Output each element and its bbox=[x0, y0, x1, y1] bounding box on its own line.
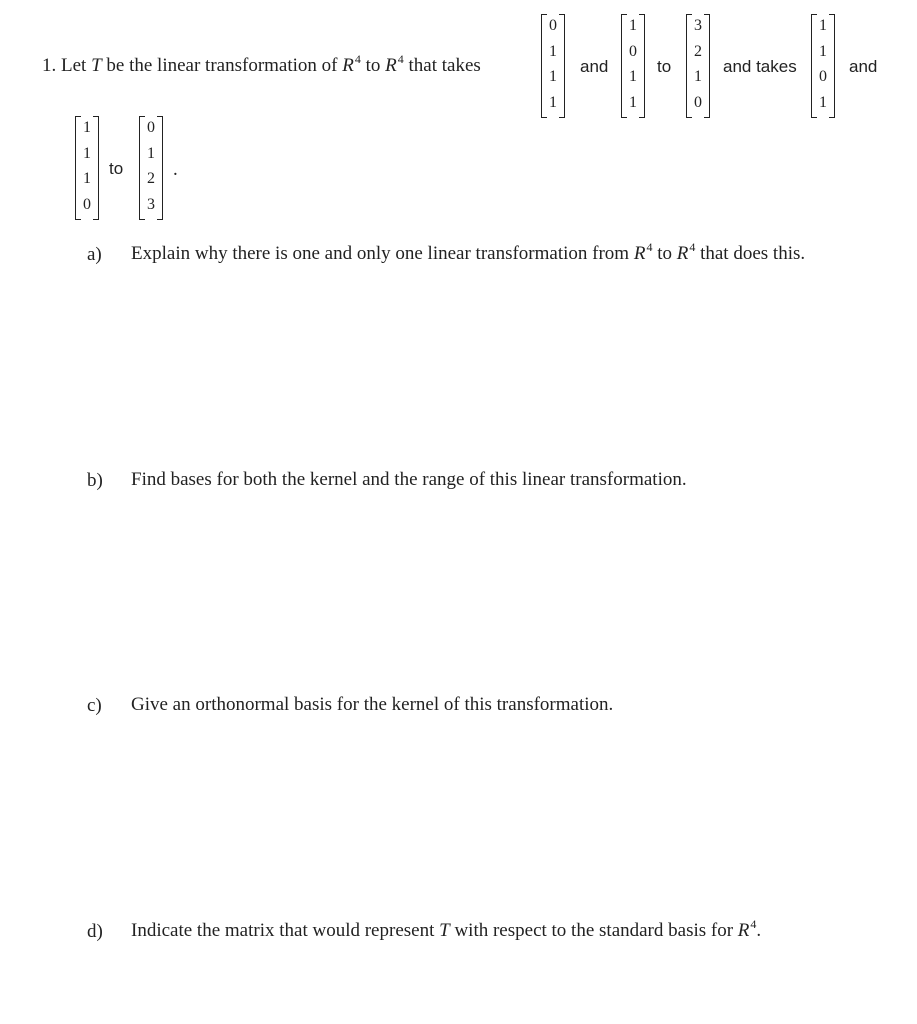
vector-entry: 3 bbox=[694, 17, 702, 34]
transformation-symbol: T bbox=[91, 55, 102, 76]
part-a-text: that does this. bbox=[700, 243, 806, 264]
vector-entry: 1 bbox=[549, 68, 557, 85]
part-d-period: . bbox=[756, 920, 762, 941]
codomain-space-exponent: 4 bbox=[397, 52, 404, 66]
space-exponent: 4 bbox=[750, 917, 757, 931]
intro-be-the: be the linear transformation of bbox=[106, 55, 338, 76]
domain-space-symbol: R bbox=[633, 243, 646, 264]
codomain-space-exponent: 4 bbox=[689, 240, 696, 254]
vector-entry: 0 bbox=[694, 94, 702, 111]
problem-statement-line-1 bbox=[42, 52, 481, 77]
vector-entry: 2 bbox=[147, 170, 155, 187]
codomain-space-symbol: R bbox=[676, 243, 689, 264]
vector-entry: 3 bbox=[147, 196, 155, 213]
vector-entry: 0 bbox=[819, 68, 827, 85]
vector-entry: 1 bbox=[629, 17, 637, 34]
vector-entry: 2 bbox=[694, 43, 702, 60]
domain-space-symbol: R bbox=[342, 55, 354, 76]
vector-w1 bbox=[686, 14, 710, 118]
part-d-question bbox=[131, 917, 762, 942]
part-d-label: d) bbox=[87, 921, 103, 942]
vector-entry: 1 bbox=[549, 94, 557, 111]
part-c-label: c) bbox=[87, 695, 102, 716]
intro-to: to bbox=[365, 55, 381, 76]
codomain-space-symbol: R bbox=[385, 55, 397, 76]
vector-entry: 1 bbox=[819, 94, 827, 111]
vector-v4 bbox=[75, 116, 99, 220]
vector-entry: 1 bbox=[629, 94, 637, 111]
domain-space-exponent: 4 bbox=[646, 240, 653, 254]
domain-space-exponent: 4 bbox=[354, 52, 361, 66]
part-b-question: Find bases for both the kernel and the range of this linear transformation. bbox=[131, 469, 687, 490]
part-a-label: a) bbox=[87, 244, 102, 265]
intro-that-takes: that takes bbox=[408, 55, 481, 76]
part-a-to: to bbox=[657, 243, 672, 264]
connector-and: and bbox=[580, 57, 609, 76]
vector-entry: 0 bbox=[147, 119, 155, 136]
transformation-symbol: T bbox=[439, 920, 450, 941]
part-d-text: with respect to the standard basis for bbox=[454, 920, 734, 941]
part-a-text: Explain why there is one and only one linear transformation from bbox=[131, 243, 630, 264]
vector-entry: 1 bbox=[83, 145, 91, 162]
vector-entry: 1 bbox=[549, 43, 557, 60]
vector-entry: 1 bbox=[147, 145, 155, 162]
statement-period: . bbox=[173, 159, 178, 180]
intro-let: Let bbox=[61, 55, 87, 76]
vector-entry: 1 bbox=[83, 119, 91, 136]
vector-entry: 1 bbox=[819, 43, 827, 60]
connector-and-takes: and takes bbox=[723, 57, 797, 76]
part-c-question: Give an orthonormal basis for the kernel of this transformation. bbox=[131, 694, 614, 715]
vector-entry: 1 bbox=[694, 68, 702, 85]
vector-entry: 0 bbox=[83, 196, 91, 213]
vector-v2 bbox=[621, 14, 645, 118]
connector-to: to bbox=[109, 159, 124, 178]
vector-entry: 1 bbox=[629, 68, 637, 85]
part-a-question bbox=[131, 240, 806, 265]
vector-entry: 0 bbox=[549, 17, 557, 34]
vector-entry: 1 bbox=[83, 170, 91, 187]
vector-v3 bbox=[811, 14, 835, 118]
part-d-text: Indicate the matrix that would represent bbox=[131, 920, 435, 941]
connector-and: and bbox=[849, 57, 878, 76]
connector-to: to bbox=[657, 57, 672, 76]
vector-entry: 0 bbox=[629, 43, 637, 60]
vector-w2 bbox=[139, 116, 163, 220]
vector-entry: 1 bbox=[819, 17, 827, 34]
part-b-label: b) bbox=[87, 470, 103, 491]
problem-number: 1. bbox=[42, 55, 57, 76]
vector-v1 bbox=[541, 14, 565, 118]
space-symbol: R bbox=[737, 920, 750, 941]
